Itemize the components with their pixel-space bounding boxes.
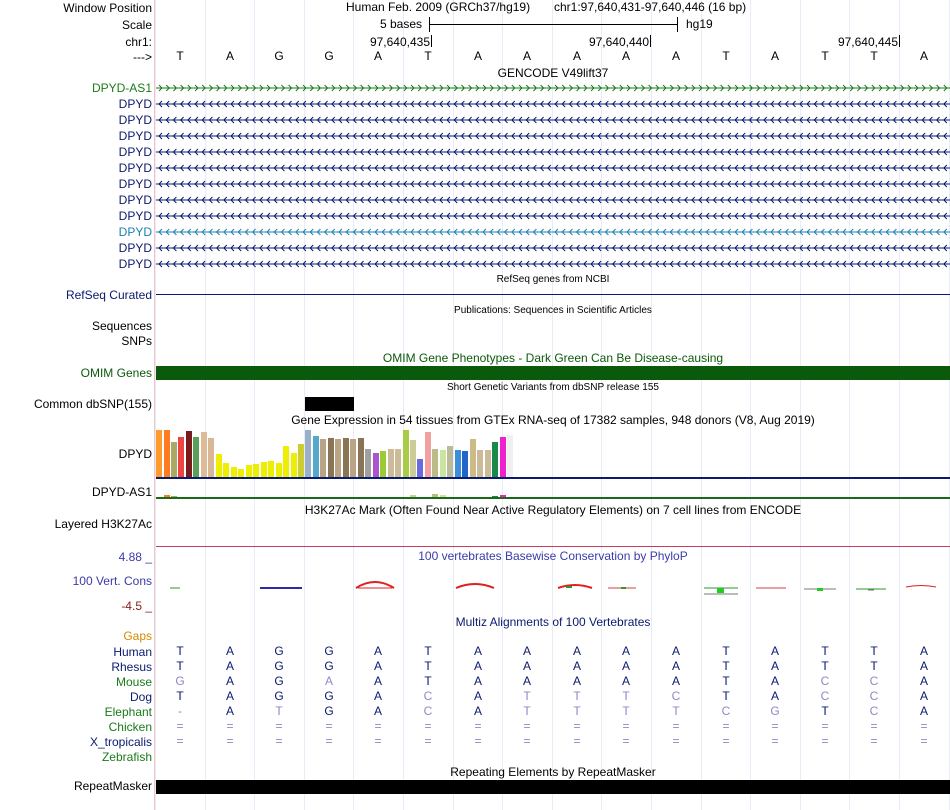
gene-label[interactable]: DPYD	[118, 113, 152, 127]
alignment-base: =	[870, 719, 878, 733]
gene-strand-line[interactable]	[156, 196, 950, 204]
alignment-base: A	[473, 659, 482, 673]
alignment-base: T	[424, 659, 432, 673]
base-letter: T	[870, 49, 878, 63]
alignment-base: =	[226, 734, 234, 748]
base-letter: A	[473, 49, 482, 63]
omim-label[interactable]: OMIM Genes	[80, 366, 152, 380]
alignment-base: A	[373, 644, 382, 658]
multiz-track-title: Multiz Alignments of 100 Vertebrates	[455, 615, 651, 629]
gtex-tissue-bar[interactable]	[223, 463, 229, 477]
alignment-base: =	[573, 719, 581, 733]
alignment-base: G	[274, 644, 284, 658]
gtex-tissue-bar[interactable]	[216, 454, 222, 477]
snps-label[interactable]: SNPs	[121, 334, 152, 348]
gene-label[interactable]: DPYD	[118, 145, 152, 159]
alignment-base: =	[920, 719, 928, 733]
alignment-base: G	[274, 689, 284, 703]
gene-label[interactable]: DPYD	[118, 257, 152, 271]
gtex-tissue-bar[interactable]	[380, 451, 386, 477]
alignment-base: A	[522, 674, 531, 688]
alignment-base: C	[423, 704, 433, 718]
gtex-tissue-bar[interactable]	[425, 432, 431, 477]
alignment-base: T	[722, 674, 730, 688]
gene-label[interactable]: DPYD-AS1	[91, 81, 152, 95]
alignment-base: =	[176, 719, 184, 733]
gene-strand-line[interactable]	[156, 148, 950, 156]
gtex-tissue-bar[interactable]	[507, 435, 513, 477]
gtex-tissue-bar[interactable]	[313, 436, 319, 477]
base-letter: A	[770, 49, 779, 63]
base-letter: T	[722, 49, 730, 63]
alignment-base: A	[225, 689, 234, 703]
alignment-base: G	[324, 689, 334, 703]
alignment-base: C	[820, 689, 830, 703]
alignment-base: =	[870, 734, 878, 748]
alignment-base: T	[722, 659, 730, 673]
alignment-base: -	[178, 704, 182, 718]
alignment-base: T	[722, 689, 730, 703]
gene-label[interactable]: DPYD	[118, 241, 152, 255]
alignment-base: =	[920, 734, 928, 748]
alignment-base: =	[573, 734, 581, 748]
alignment-base: =	[622, 734, 630, 748]
alignment-base: T	[176, 689, 184, 703]
alignment-base: A	[671, 674, 680, 688]
gtex-tissue-bar[interactable]	[171, 442, 177, 477]
alignment-base: T	[275, 704, 283, 718]
alignment-base: A	[522, 659, 531, 673]
alignment-base: A	[572, 674, 581, 688]
conservation-track-title: 100 vertebrates Basewise Conservation by PhyloP	[418, 549, 688, 563]
position-text: chr1:97,640,431-97,640,446 (16 bp)	[554, 0, 747, 14]
alignment-base: G	[274, 659, 284, 673]
base-letter: A	[671, 49, 680, 63]
gtex-tissue-bar[interactable]	[253, 464, 259, 477]
gtex-tissue-bar[interactable]	[164, 430, 170, 477]
alignment-base: T	[821, 644, 829, 658]
gtex-tissue-bar[interactable]	[485, 450, 491, 477]
base-letter: A	[522, 49, 531, 63]
omim-track-title: OMIM Gene Phenotypes - Dark Green Can Be Disease-causing	[382, 351, 724, 365]
alignment-base: =	[176, 734, 184, 748]
gtex-tissue-bar[interactable]	[417, 459, 423, 477]
alignment-base: A	[373, 689, 382, 703]
alignment-base: A	[919, 644, 928, 658]
gene-strand-line[interactable]	[156, 212, 950, 220]
gene-strand-line[interactable]	[156, 244, 950, 252]
alignment-base: G	[324, 644, 334, 658]
species-label[interactable]: Rhesus	[111, 660, 152, 674]
species-label[interactable]: Zebrafish	[101, 750, 152, 764]
alignment-base: A	[621, 644, 630, 658]
gtex-tissue-bar[interactable]	[462, 451, 468, 477]
alignment-base: A	[225, 674, 234, 688]
alignment-base: T	[523, 689, 531, 703]
alignment-base: A	[572, 659, 581, 673]
alignment-base: T	[870, 659, 878, 673]
snp-marker[interactable]	[305, 397, 354, 411]
species-label[interactable]: X_tropicalis	[89, 735, 152, 749]
alignment-base: =	[275, 734, 283, 748]
alignment-base: A	[473, 674, 482, 688]
chrom-label[interactable]: chr1:	[125, 35, 152, 49]
base-letter: T	[821, 49, 829, 63]
alignment-base: G	[324, 659, 334, 673]
alignment-base: =	[424, 719, 432, 733]
gtex-tissue-bar[interactable]	[186, 431, 192, 477]
alignment-base: =	[474, 719, 482, 733]
gene-strand-line[interactable]	[156, 100, 950, 108]
dbsnp-track-title: Short Genetic Variants from dbSNP release 155	[447, 382, 659, 393]
alignment-base: C	[820, 674, 830, 688]
gencode-track-title: GENCODE V49lift37	[497, 66, 609, 80]
gene-label[interactable]: DPYD	[118, 177, 152, 191]
alignment-base: A	[225, 644, 234, 658]
alignment-base: T	[523, 704, 531, 718]
species-label[interactable]: Mouse	[115, 675, 152, 689]
gene-strand-line[interactable]	[156, 132, 950, 140]
alignment-base: T	[573, 689, 581, 703]
gtex-track-title: Gene Expression in 54 tissues from GTEx RNA-seq of 17382 samples, 948 donors (V8, Aug 2019)	[291, 413, 815, 427]
alignment-base: C	[869, 689, 879, 703]
alignment-base: A	[770, 659, 779, 673]
sequences-label[interactable]: Sequences	[91, 319, 152, 333]
omim-gene-bar[interactable]	[156, 366, 950, 380]
alignment-base: C	[671, 689, 681, 703]
alignment-base: G	[175, 674, 185, 688]
h3k27ac-label[interactable]: Layered H3K27Ac	[54, 517, 152, 531]
gene-strand-line[interactable]	[156, 260, 950, 268]
gene-strand-line[interactable]	[156, 180, 950, 188]
species-label[interactable]: Human	[113, 645, 152, 659]
alignment-base: =	[672, 734, 680, 748]
alignment-base: =	[771, 719, 779, 733]
coord-tick-label: 97,640,435	[369, 35, 430, 49]
alignment-base: =	[821, 719, 829, 733]
base-letter: A	[572, 49, 581, 63]
alignment-base: =	[275, 719, 283, 733]
gtex-tissue-bar[interactable]	[373, 453, 379, 477]
gene-strand-line[interactable]	[156, 116, 950, 124]
gtex-tissue-bar[interactable]	[156, 430, 162, 477]
alignment-base: C	[869, 704, 879, 718]
base-letter: A	[225, 49, 234, 63]
alignment-base: =	[722, 734, 730, 748]
scale-label[interactable]: Scale	[121, 18, 152, 32]
gtex-tissue-bar[interactable]	[193, 437, 199, 477]
alignment-base: G	[274, 674, 284, 688]
alignment-base: A	[473, 704, 482, 718]
alignment-base: A	[373, 674, 382, 688]
alignment-base: =	[325, 734, 333, 748]
gtex-tissue-bar[interactable]	[208, 438, 214, 477]
gtex-tissue-bar[interactable]	[268, 461, 274, 477]
gtex-tissue-bar[interactable]	[455, 450, 461, 477]
refseq-track-title: RefSeq genes from NCBI	[496, 274, 610, 285]
gtex-tissue-bar[interactable]	[320, 439, 326, 477]
conservation-plot[interactable]	[156, 570, 950, 600]
alignment-base: A	[225, 704, 234, 718]
alignment-base: A	[770, 644, 779, 658]
gene-label[interactable]: DPYD	[118, 97, 152, 111]
base-letter: A	[919, 49, 928, 63]
base-letter: G	[274, 49, 284, 63]
alignment-base: A	[919, 704, 928, 718]
alignment-base: A	[919, 674, 928, 688]
gene-label[interactable]: DPYD	[118, 209, 152, 223]
gtex-tissue-bar[interactable]	[178, 437, 184, 477]
alignment-base: A	[572, 644, 581, 658]
gtex-tissue-bar[interactable]	[447, 446, 453, 477]
alignment-base: =	[672, 719, 680, 733]
gtex-tissue-bar[interactable]	[291, 453, 297, 477]
assembly-title: Human Feb. 2009 (GRCh37/hg19)	[346, 0, 531, 14]
conservation-label[interactable]: 100 Vert. Cons	[72, 574, 152, 588]
species-label[interactable]: Chicken	[108, 720, 152, 734]
alignment-base: =	[374, 719, 382, 733]
db-text: hg19	[686, 17, 713, 31]
gtex-tissue-bar[interactable]	[261, 462, 267, 477]
scale-bar-end	[677, 17, 678, 32]
alignment-base: G	[324, 704, 334, 718]
coord-tick	[650, 35, 651, 47]
h3k27ac-track-title: H3K27Ac Mark (Often Found Near Active Regulatory Elements) on 7 cell lines from ENCODE	[304, 503, 802, 517]
alignment-base: =	[523, 734, 531, 748]
alignment-base: A	[373, 659, 382, 673]
alignment-base: A	[919, 689, 928, 703]
alignment-base: T	[821, 659, 829, 673]
gtex-tissue-bar[interactable]	[276, 463, 282, 477]
gtex-as1-label[interactable]: DPYD-AS1	[91, 485, 152, 499]
alignment-base: A	[919, 659, 928, 673]
alignment-base: =	[325, 719, 333, 733]
base-letter: G	[324, 49, 334, 63]
gtex-as1-baseline	[156, 497, 950, 499]
gene-strand-line[interactable]	[156, 164, 950, 172]
alignment-base: T	[176, 644, 184, 658]
repeatmasker-track-title: Repeating Elements by RepeatMasker	[450, 765, 656, 779]
gtex-tissue-bar[interactable]	[335, 439, 341, 477]
h3k27ac-signal	[156, 546, 950, 547]
species-label[interactable]: Dog	[129, 690, 152, 704]
gtex-tissue-bar[interactable]	[298, 444, 304, 477]
gene-label[interactable]: DPYD	[118, 193, 152, 207]
alignment-base: =	[424, 734, 432, 748]
repeat-element-bar[interactable]	[156, 780, 950, 794]
alignment-base: C	[423, 689, 433, 703]
alignment-base: A	[671, 644, 680, 658]
coord-tick-label: 97,640,445	[837, 35, 898, 49]
gtex-tissue-bar[interactable]	[432, 449, 438, 477]
alignment-base: A	[770, 689, 779, 703]
base-letter: T	[176, 49, 184, 63]
coord-tick-label: 97,640,440	[588, 35, 649, 49]
strand-label[interactable]: --->	[133, 50, 152, 64]
gtex-dpyd-label[interactable]: DPYD	[118, 447, 152, 461]
species-label[interactable]: Elephant	[104, 705, 152, 719]
base-letter: A	[621, 49, 630, 63]
publications-track-title: Publications: Sequences in Scientific Articles	[454, 305, 652, 316]
alignment-base: =	[374, 734, 382, 748]
alignment-base: =	[523, 719, 531, 733]
alignment-base: T	[424, 674, 432, 688]
repeatmasker-label[interactable]: RepeatMasker	[73, 779, 152, 793]
alignment-base: T	[176, 659, 184, 673]
alignment-base: T	[870, 644, 878, 658]
alignment-base: T	[722, 644, 730, 658]
gtex-tissue-bar[interactable]	[388, 449, 394, 477]
gtex-tissue-bar[interactable]	[201, 432, 207, 477]
alignment-base: T	[821, 704, 829, 718]
alignment-base: A	[473, 689, 482, 703]
gtex-tissue-bar[interactable]	[500, 437, 506, 477]
gtex-tissue-bar[interactable]	[403, 430, 409, 477]
alignment-base: C	[869, 674, 879, 688]
coord-tick	[431, 35, 432, 47]
gtex-tissue-bar[interactable]	[410, 440, 416, 477]
alignment-base: =	[474, 734, 482, 748]
gtex-tissue-bar[interactable]	[350, 439, 356, 477]
alignment-base: T	[622, 689, 630, 703]
gene-strand-line[interactable]	[156, 84, 950, 92]
gtex-tissue-bar[interactable]	[440, 450, 446, 477]
gtex-tissue-bar[interactable]	[283, 446, 289, 477]
base-letter: A	[373, 49, 382, 63]
refseq-label[interactable]: RefSeq Curated	[65, 288, 152, 302]
gtex-tissue-bar[interactable]	[365, 449, 371, 477]
alignment-base: =	[722, 719, 730, 733]
window-position-label[interactable]: Window Position	[63, 1, 152, 15]
coord-tick	[899, 35, 900, 47]
gtex-tissue-bar[interactable]	[492, 442, 498, 477]
gene-label[interactable]: DPYD	[118, 129, 152, 143]
gtex-tissue-bar[interactable]	[477, 450, 483, 477]
gtex-tissue-bar[interactable]	[358, 438, 364, 477]
alignment-base: A	[225, 659, 234, 673]
alignment-base: G	[770, 704, 780, 718]
alignment-base: A	[373, 704, 382, 718]
gtex-tissue-bar[interactable]	[343, 438, 349, 477]
scale-bar	[429, 24, 677, 25]
gtex-tissue-bar[interactable]	[395, 449, 401, 477]
gtex-tissue-bar[interactable]	[470, 439, 476, 477]
gene-strand-line[interactable]	[156, 228, 950, 236]
gtex-tissue-bar[interactable]	[305, 430, 311, 477]
gene-label[interactable]: DPYD	[118, 161, 152, 175]
alignment-base: T	[672, 704, 680, 718]
scale-text: 5 bases	[380, 17, 423, 31]
conservation-min: -4.5 _	[121, 599, 152, 613]
gtex-tissue-bar[interactable]	[328, 438, 334, 477]
alignment-base: T	[622, 704, 630, 718]
alignment-base: A	[770, 674, 779, 688]
gtex-dpyd-baseline	[156, 477, 950, 479]
alignment-base: =	[622, 719, 630, 733]
alignment-base: =	[771, 734, 779, 748]
dbsnp-label[interactable]: Common dbSNP(155)	[33, 397, 152, 411]
alignment-base: T	[573, 704, 581, 718]
base-letter: T	[424, 49, 432, 63]
alignment-base: A	[671, 659, 680, 673]
gaps-label[interactable]: Gaps	[123, 629, 152, 643]
alignment-base: A	[522, 644, 531, 658]
conservation-max: 4.88 _	[118, 550, 152, 564]
alignment-base: A	[621, 659, 630, 673]
alignment-base: =	[226, 719, 234, 733]
alignment-base: =	[821, 734, 829, 748]
alignment-base: A	[324, 674, 333, 688]
alignment-base: C	[721, 704, 731, 718]
gtex-tissue-bar[interactable]	[238, 469, 244, 477]
refseq-gene-line[interactable]	[156, 294, 950, 295]
alignment-base: T	[424, 644, 432, 658]
gtex-tissue-bar[interactable]	[231, 467, 237, 477]
alignment-base: A	[621, 674, 630, 688]
alignment-base: A	[473, 644, 482, 658]
gtex-tissue-bar[interactable]	[246, 465, 252, 477]
gene-label[interactable]: DPYD	[118, 225, 152, 239]
